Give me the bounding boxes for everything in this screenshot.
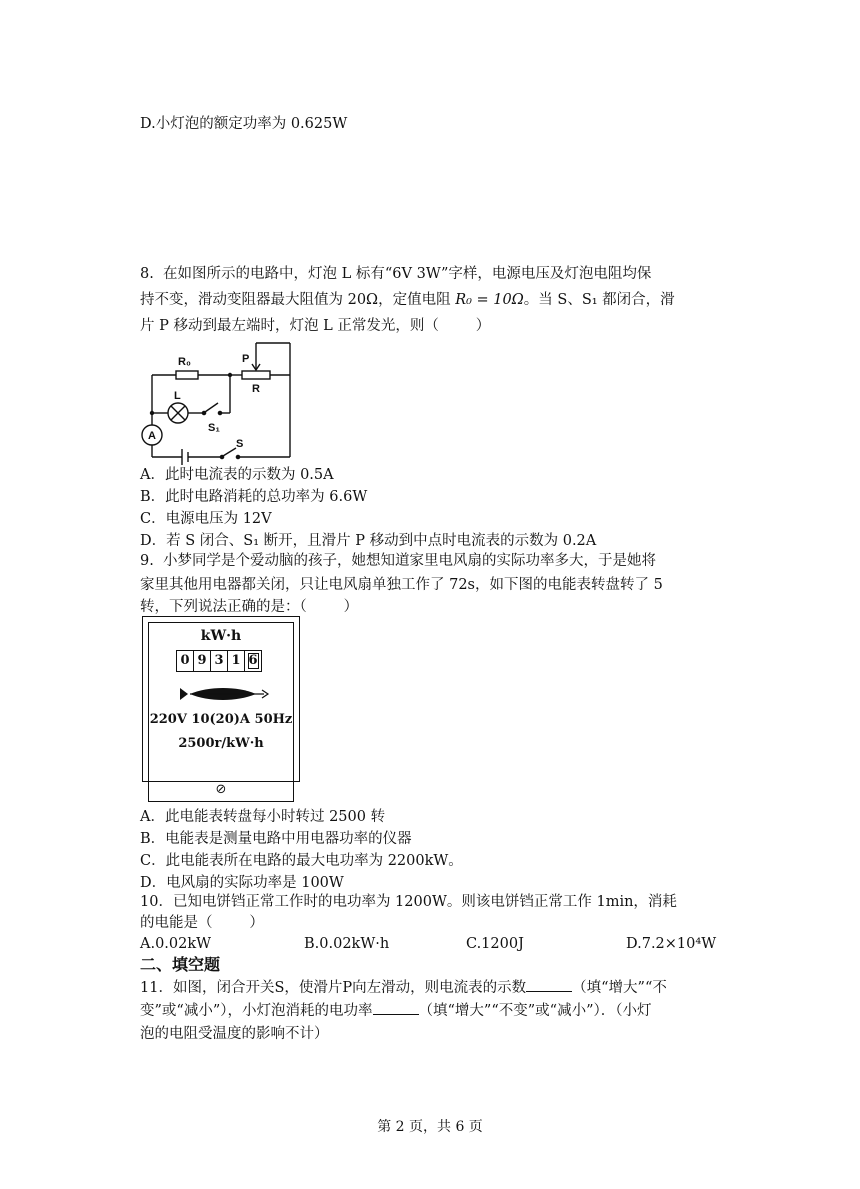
q8-option-b: B．此时电路消耗的总功率为 6.6W [140, 489, 368, 505]
q10-option-b: B.0.02kW·h [304, 936, 390, 952]
q8-option-d: D．若 S 闭合、S₁ 断开，且滑片 P 移动到中点时电流表的示数为 0.2A [140, 533, 597, 549]
circuit-diagram [138, 335, 298, 465]
q9-option-a: A．此电能表转盘每小时转过 2500 转 [140, 809, 386, 825]
meter-digit: 0 [176, 650, 194, 672]
meter-digit-display [176, 650, 262, 672]
meter-digit: 1 [228, 650, 245, 672]
q8-stem-line2a: 持不变，滑动变阻器最大阻值为 20Ω，定值电阻 [140, 292, 456, 308]
q8-stem-line2b: 。当 S、S₁ 都闭合，滑 [523, 292, 675, 308]
label-l: L [174, 390, 181, 402]
q8-option-a: A．此时电流表的示数为 0.5A [140, 467, 334, 483]
q10-option-d: D.7.2×10⁴W [626, 936, 717, 952]
meter-digit: 9 [194, 650, 211, 672]
q8-stem-line2 [140, 289, 675, 311]
q8-option-c: C．电源电压为 12V [140, 511, 272, 527]
q11-line1a: 11．如图，闭合开关S，使滑片P向左滑动，则电流表的示数 [140, 980, 527, 996]
q10-stem-line1: 10．已知电饼铛正常工作时的电功率为 1200W。则该电饼铛正常工作 1min，消耗 [140, 894, 677, 910]
q9-stem-line3: 转，下列说法正确的是：（ ） [140, 599, 359, 615]
q11-line2a: 变”或“减小”），小灯泡消耗的电功率 [140, 1003, 373, 1019]
meter-rating: 220V 10(20)A 50Hz [149, 712, 293, 727]
q9-stem-line2: 家里其他用电器都关闭，只让电风扇单独工作了 72s，如下图的电能表转盘转了 5 [140, 577, 663, 593]
prev-question-option-d: D.小灯泡的额定功率为 0.625W [140, 116, 348, 132]
meter-digit: 3 [211, 650, 228, 672]
q10-option-c: C.1200J [466, 936, 524, 952]
meter-rotor-arrow-icon [178, 684, 270, 704]
label-a: A [148, 430, 156, 442]
q8-stem-line3: 片 P 移动到最左端时，灯泡 L 正常发光，则（ ） [140, 318, 491, 334]
label-r: R [252, 383, 260, 395]
answer-blank-1[interactable] [526, 977, 572, 992]
label-r0: R₀ [178, 356, 191, 368]
q9-option-b: B．电能表是测量电路中用电器功率的仪器 [140, 831, 412, 847]
q9-stem-line1: 9. 小梦同学是个爱动脑的孩子，她想知道家里电风扇的实际功率多大，于是她将 [140, 553, 657, 569]
meter-unit: kW·h [200, 628, 242, 644]
label-s1: S₁ [208, 422, 220, 434]
meter-constant: 2500r/kW·h [178, 736, 264, 751]
electric-meter [142, 616, 300, 804]
q11-line2b: （填“增大”“不变”或“减小”）．（小灯 [418, 1003, 652, 1019]
q11-line1b: （填“增大”“不 [572, 980, 667, 996]
meter-digit-last: 6 [245, 650, 262, 672]
q11-line3: 泡的电阻受温度的影响不计） [140, 1026, 329, 1042]
q11-line2 [140, 1000, 651, 1022]
q11-line1 [140, 977, 667, 999]
q8-stem-line1: 8. 在如图所示的电路中，灯泡 L 标有“6V 3W”字样，电源电压及灯泡电阻均保 [140, 266, 652, 282]
label-s: S [236, 438, 244, 450]
meter-base-symbol: ⊘ [148, 779, 294, 802]
r0-formula: R₀ = 10Ω [455, 292, 524, 308]
q10-stem-line2: 的电能是（ ） [140, 915, 264, 931]
q10-option-a: A.0.02kW [140, 936, 212, 952]
label-p: P [242, 353, 250, 365]
section-heading: 二、填空题 [140, 955, 221, 974]
q9-option-c: C．此电能表所在电路的最大电功率为 2200kW。 [140, 853, 463, 869]
q9-option-d: D．电风扇的实际功率是 100W [140, 875, 344, 891]
page-footer: 第 2 页，共 6 页 [377, 1119, 483, 1135]
answer-blank-2[interactable] [373, 1000, 419, 1015]
